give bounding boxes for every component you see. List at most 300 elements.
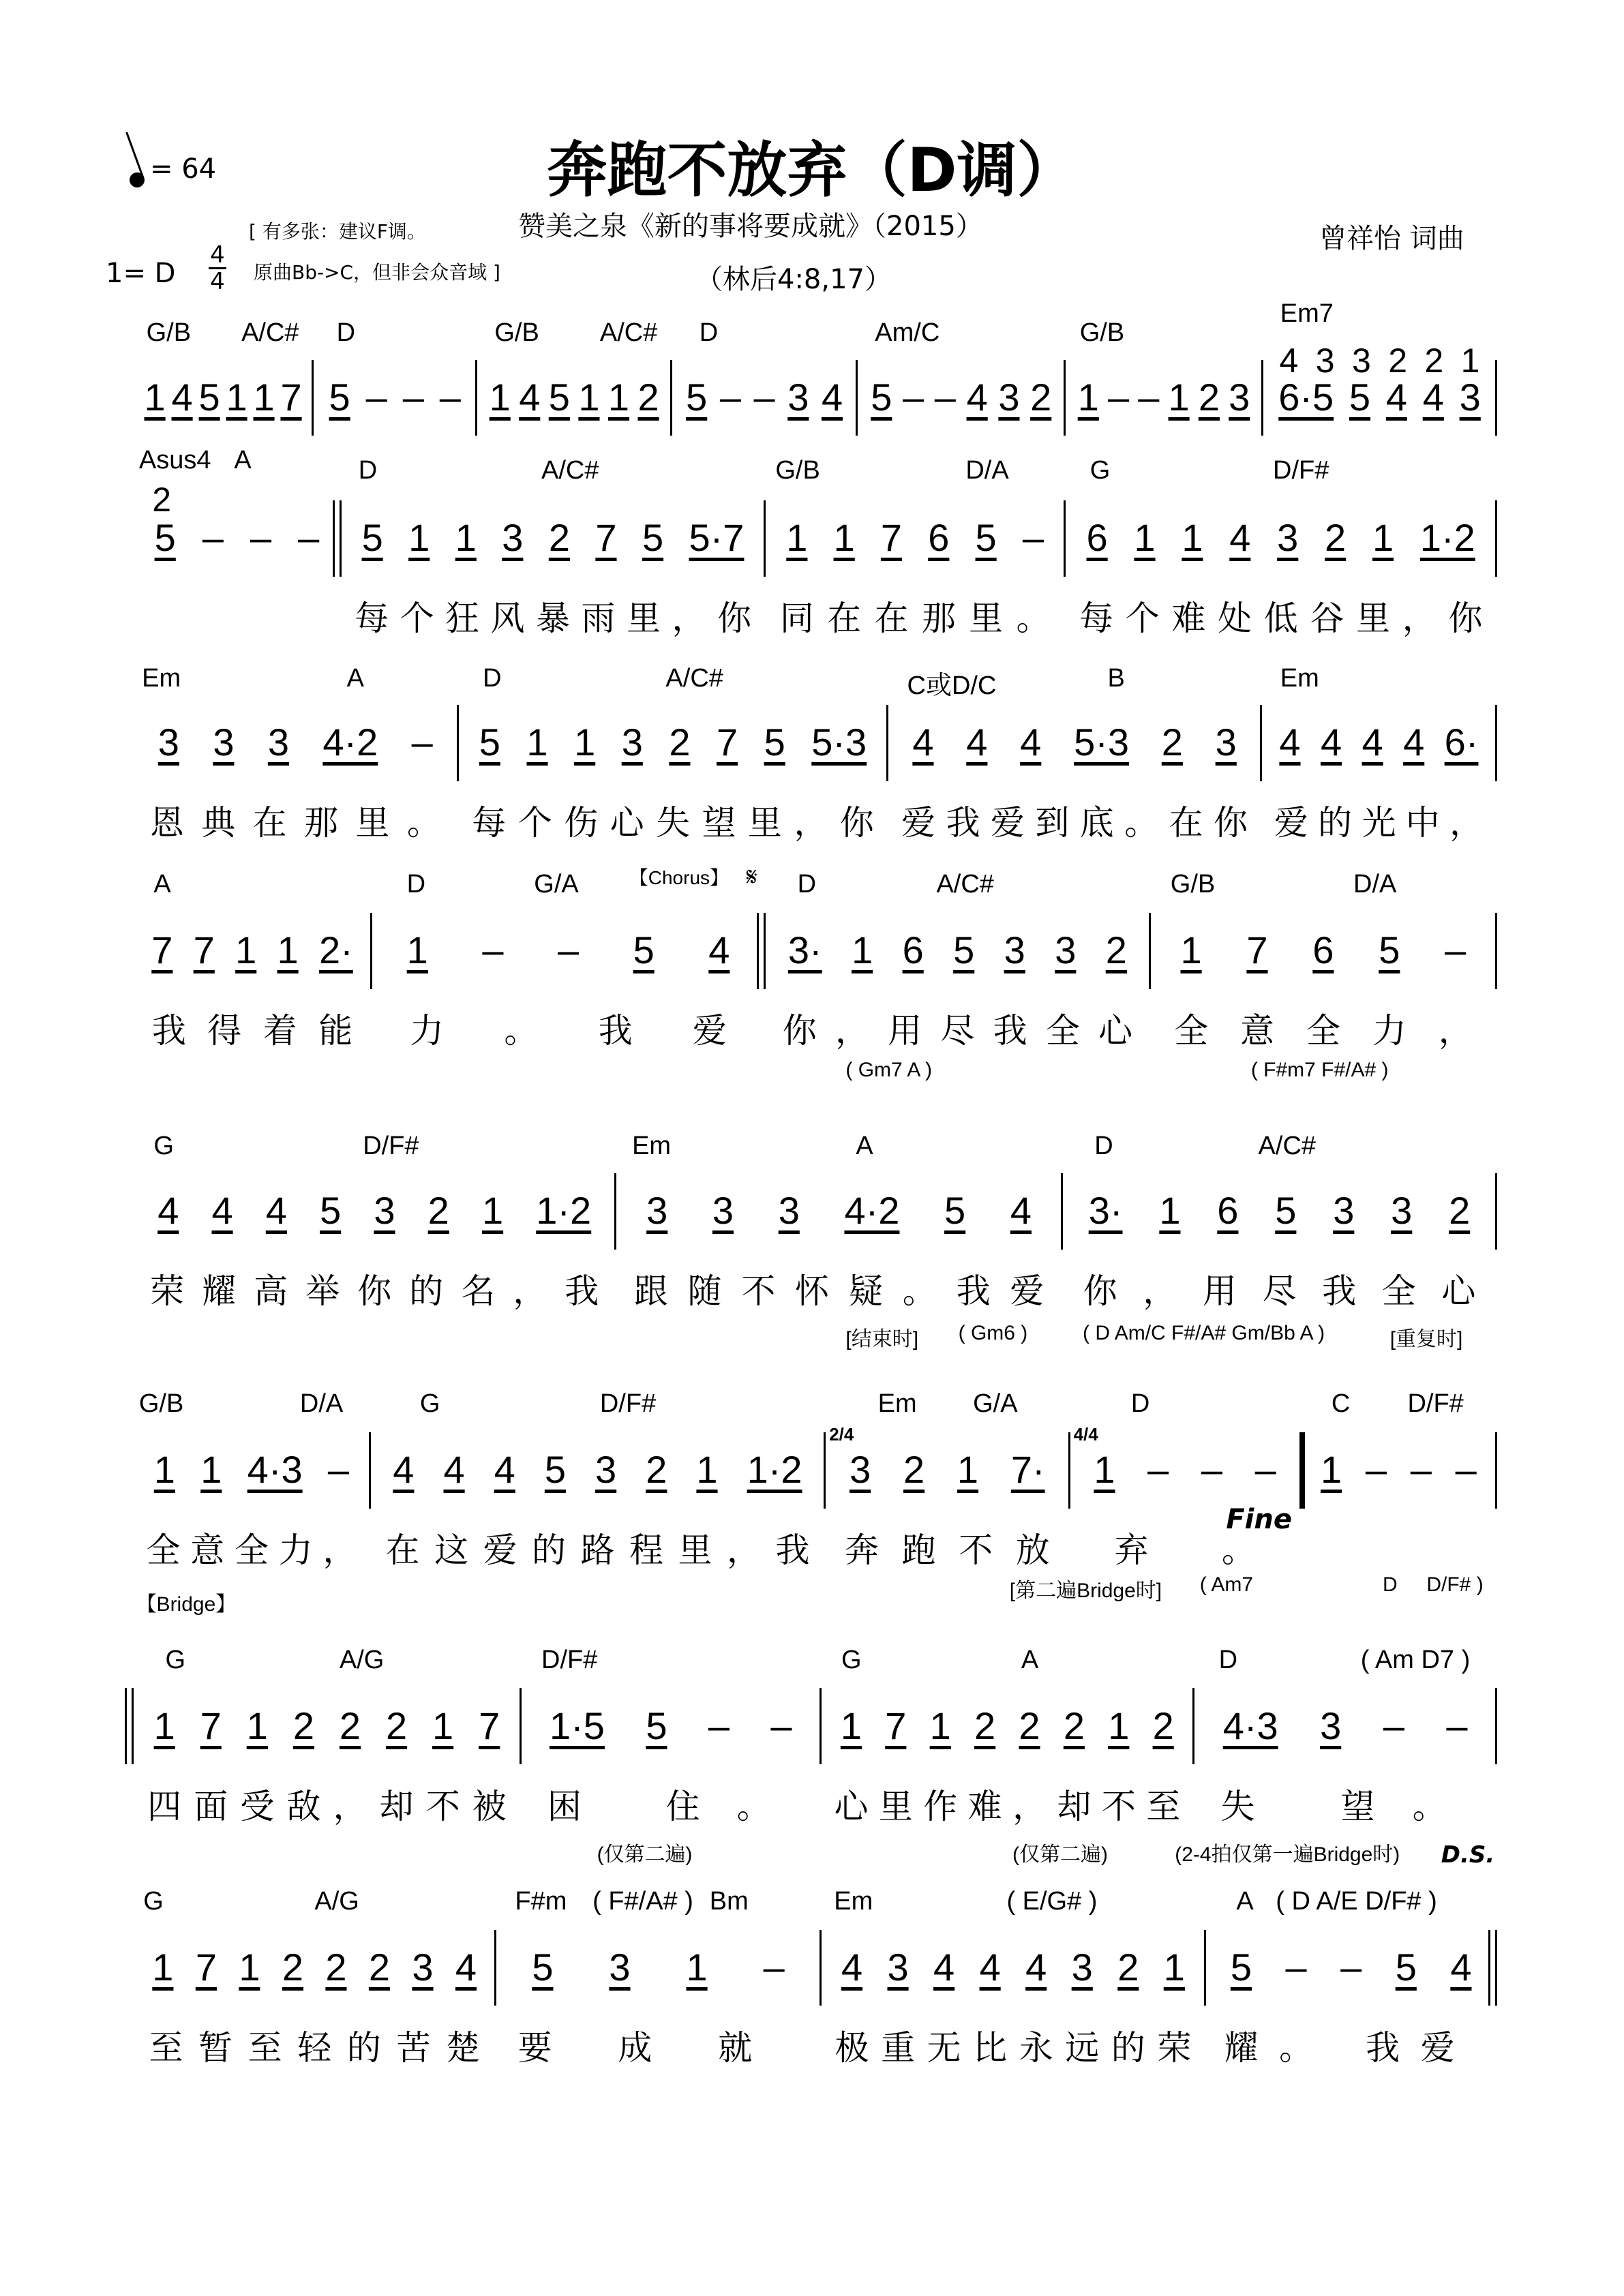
measure-notes — [141, 1188, 607, 1233]
chord-symbol: A/C# — [541, 456, 599, 485]
measure-notes — [624, 1188, 1054, 1233]
barline — [614, 1173, 616, 1250]
note: 1 — [852, 928, 873, 972]
barline — [1061, 1173, 1063, 1250]
note: 3 — [1229, 376, 1250, 419]
chord-symbol: G/B — [1170, 870, 1216, 899]
note: 5 — [479, 721, 500, 764]
note: – — [1410, 1448, 1432, 1492]
measure-notes — [1078, 1447, 1293, 1492]
lyric-line: 要 成 就 — [517, 2027, 780, 2068]
note: 5 — [686, 376, 708, 419]
measure-notes — [1073, 375, 1254, 419]
note: 7 — [885, 1704, 907, 1747]
note: 3 — [374, 1189, 395, 1233]
note: 4 — [1010, 1189, 1032, 1233]
note: 4 — [1279, 721, 1301, 764]
chord-symbol: D/F# — [599, 1389, 657, 1419]
barline — [475, 360, 477, 436]
chord-symbol: G/B — [775, 456, 820, 485]
note: 3 — [1320, 1704, 1342, 1747]
note: 3 — [1055, 928, 1077, 972]
chord-symbol: D/A — [965, 456, 1009, 485]
measure-time-signature: 2/4 — [829, 1424, 854, 1445]
lyric-line: 心里作难，却不至 — [834, 1786, 1191, 1826]
measure-time-signature: 4/4 — [1073, 1424, 1098, 1445]
note: 1 — [408, 516, 430, 560]
measure-notes — [141, 928, 363, 972]
note: 5 — [953, 928, 975, 972]
note: 6 — [928, 516, 950, 560]
note: 5 — [1379, 928, 1400, 972]
note: 6 — [1086, 516, 1108, 560]
chord-symbol: A — [1236, 1886, 1254, 1916]
note: 4 — [171, 376, 193, 419]
chord-symbol: G — [1089, 456, 1111, 485]
note: 5·7 — [689, 516, 745, 560]
barline — [1495, 1432, 1497, 1509]
performance-annotation: 【Bridge】 — [136, 1592, 237, 1616]
chord-symbol: G/A — [534, 870, 579, 899]
note: 3 — [502, 516, 524, 560]
barline — [856, 360, 858, 436]
note: 2 — [292, 1704, 314, 1747]
chord-symbol: C或D/C — [907, 671, 997, 700]
measure-notes — [378, 1447, 817, 1492]
chord-symbol: G — [419, 1389, 440, 1419]
note: 2 — [339, 1704, 361, 1747]
note: 4 — [966, 376, 988, 419]
measure-notes — [1271, 375, 1488, 419]
chord-symbol: ( F#/A# ) — [592, 1886, 693, 1916]
lyric-line: 在这爱的路程里，我 — [385, 1530, 824, 1571]
note: 2 — [1019, 1704, 1040, 1747]
note: 3 — [595, 1448, 617, 1492]
note: – — [708, 1704, 730, 1747]
note: – — [1446, 1704, 1468, 1747]
note: 7 — [595, 516, 617, 560]
note: 4 — [494, 1448, 515, 1492]
note: 3 — [1459, 376, 1481, 419]
note: 1 — [200, 1448, 222, 1492]
measure-notes — [896, 720, 1252, 764]
note: 3 — [609, 1945, 631, 1989]
lyric-line: 四面受敌，却不被 — [147, 1786, 519, 1826]
note: – — [298, 516, 320, 560]
note: – — [753, 376, 775, 419]
note: 5 — [764, 721, 785, 764]
chord-symbol: G — [165, 1645, 186, 1674]
note: 2 — [1105, 928, 1127, 972]
note: 3 — [1315, 342, 1335, 380]
credit: 曾祥怡 词曲 — [1319, 223, 1464, 254]
note: 3 — [412, 1945, 434, 1989]
lyric-line: 耀。 我爱 — [1224, 2027, 1476, 2068]
barline — [1299, 1432, 1305, 1509]
lyric-line: 每个伤心失望里，你 — [472, 803, 886, 843]
note: 4 — [443, 1448, 465, 1492]
barline — [1064, 360, 1066, 436]
double-barline — [1488, 1930, 1490, 2006]
chord-symbol: G/B — [1079, 318, 1125, 348]
note: 5 — [361, 516, 383, 560]
note: 7 — [200, 1704, 222, 1747]
note: 2 — [548, 516, 570, 560]
note: 3 — [1277, 516, 1299, 560]
note: 6 — [1312, 928, 1334, 972]
note: 2 — [1424, 342, 1444, 380]
chord-symbol: 𝄋 — [746, 862, 757, 892]
note: 1 — [1163, 1945, 1185, 1989]
barline — [1495, 1688, 1497, 1764]
tempo-marking — [130, 153, 216, 185]
barline — [819, 1688, 822, 1764]
note: 7 — [880, 516, 903, 560]
measure-notes — [380, 928, 757, 972]
measure-notes — [1214, 1945, 1488, 1989]
barline — [764, 913, 766, 989]
note: 3 — [778, 1189, 800, 1233]
performance-annotation: [第二遍Bridge时] — [1009, 1580, 1162, 1603]
performance-annotation: [重复时] — [1389, 1328, 1463, 1351]
note: – — [1340, 1945, 1362, 1989]
measure-notes — [141, 375, 305, 419]
lyric-line: 我得着能 — [151, 1011, 374, 1051]
note: 1·2 — [536, 1189, 592, 1233]
note: 2 — [325, 1945, 347, 1989]
note: 4 — [1362, 721, 1383, 764]
note: 4 — [966, 721, 988, 764]
note: 1 — [1180, 928, 1202, 972]
note: – — [1022, 516, 1044, 560]
note: 1 — [833, 516, 855, 560]
note: 2 — [427, 1189, 449, 1233]
note: 5 — [320, 1189, 342, 1233]
note: 4 — [979, 1945, 1001, 1989]
note: 1 — [1460, 342, 1480, 380]
note: 1 — [432, 1704, 454, 1747]
chord-symbol: A/C# — [1258, 1132, 1317, 1161]
measure-notes — [773, 515, 1057, 560]
note: 4 — [1422, 376, 1444, 419]
note: – — [327, 1448, 350, 1492]
note: 3 — [213, 721, 235, 764]
time-bottom: 4 — [210, 268, 225, 295]
chord-symbol: D — [336, 318, 356, 348]
note: 7 — [193, 928, 215, 972]
note: 3 — [1004, 928, 1025, 972]
measure-notes — [1269, 720, 1489, 764]
note: 2 — [974, 1704, 996, 1747]
lyric-line: 弃。 — [1114, 1530, 1329, 1571]
note: 2 — [152, 480, 172, 519]
note: 2 — [646, 1448, 667, 1492]
measure-notes — [504, 1945, 812, 1989]
note: 4 — [455, 1945, 477, 1989]
note: 5 — [154, 516, 176, 560]
note: 1 — [1321, 1448, 1342, 1492]
measure-notes — [865, 375, 1057, 419]
lyric-line: 全意全力， — [146, 1530, 367, 1571]
performance-annotation: ( D Am/C F#/A# Gm/Bb A ) — [1083, 1322, 1325, 1345]
performance-annotation: D — [1382, 1573, 1398, 1597]
chord-symbol: ( D A/E D/F# ) — [1276, 1886, 1437, 1916]
note: 5 — [329, 376, 350, 419]
chord-symbol: D/F# — [541, 1645, 598, 1674]
note: 2 — [1152, 1704, 1174, 1747]
note: 2 — [282, 1945, 303, 1989]
note: 2 — [1030, 376, 1052, 419]
barline — [1495, 1930, 1497, 2006]
note: – — [1254, 1448, 1276, 1492]
note: 4 — [519, 376, 541, 419]
chord-symbol: A — [153, 870, 171, 899]
section-label: 【Chorus】 — [629, 866, 730, 888]
note: 4 — [912, 721, 934, 764]
lyric-line: 至暂至轻的苦楚 — [149, 2027, 496, 2068]
barline — [1149, 913, 1151, 989]
note: 5 — [532, 1945, 554, 1989]
note: – — [903, 376, 924, 419]
note: 1 — [1108, 1704, 1130, 1747]
note: 1 — [696, 1448, 718, 1492]
chord-symbol: Em — [142, 663, 181, 693]
note: 5 — [1395, 1945, 1417, 1989]
chord-symbol: G/B — [138, 1389, 184, 1419]
barline — [1204, 1930, 1206, 2006]
note: 5·3 — [811, 721, 867, 764]
barline — [340, 500, 342, 577]
chord-symbol: Em — [834, 1886, 873, 1916]
chord-symbol: A — [856, 1132, 873, 1161]
note: – — [1285, 1945, 1307, 1989]
note: 5 — [1349, 376, 1371, 419]
note: 1·2 — [747, 1448, 802, 1492]
chord-symbol: D/F# — [1273, 456, 1329, 485]
barline — [1495, 360, 1497, 436]
chord-symbol: D/A — [299, 1389, 344, 1419]
note: 3 — [267, 721, 289, 764]
note: 4 — [1025, 1945, 1047, 1989]
measure-notes — [141, 1447, 362, 1492]
chord-symbol: ( Am D7 ) — [1360, 1645, 1471, 1674]
note: 1 — [1094, 1448, 1115, 1492]
note: 4 — [1450, 1945, 1472, 1989]
note: 7 — [1246, 928, 1268, 972]
upper-voice-notes — [141, 480, 182, 519]
barline — [1495, 500, 1497, 577]
note: 3 — [1391, 1189, 1413, 1233]
note: – — [1201, 1448, 1223, 1492]
note: 2 — [637, 376, 659, 419]
barline — [1192, 1688, 1194, 1764]
song-title: 奔跑不放弃（D调） — [547, 135, 1077, 205]
note: 5 — [544, 1448, 567, 1492]
measure-notes — [141, 515, 333, 560]
note: – — [1365, 1448, 1387, 1492]
note: 4 — [393, 1448, 415, 1492]
chord-symbol: G — [841, 1645, 862, 1674]
note: 4·3 — [247, 1448, 303, 1492]
measure-notes — [141, 720, 449, 764]
note: 1 — [574, 721, 596, 764]
lyric-line: 极重无比永远的荣 — [834, 2027, 1203, 2068]
note: 3 — [1351, 342, 1371, 380]
chord-symbol: D — [406, 870, 426, 899]
note: 3 — [646, 1189, 668, 1233]
time-top: 4 — [210, 241, 225, 269]
chord-symbol: D — [797, 870, 817, 899]
note: 4 — [1320, 721, 1342, 764]
chord-symbol: Asus4 — [138, 445, 211, 474]
note: 7 — [195, 1945, 217, 1989]
measure-notes — [829, 1704, 1186, 1748]
chord-symbol: D/A — [1353, 870, 1397, 899]
barline — [494, 1930, 496, 2006]
note: 1 — [786, 516, 808, 560]
performance-annotation: D/F# ) — [1426, 1573, 1484, 1597]
note: – — [482, 928, 504, 972]
barline — [1495, 913, 1497, 989]
measure-notes — [349, 515, 757, 560]
note: 2 — [669, 721, 691, 764]
lyric-line: 失 望。 — [1220, 1786, 1484, 1826]
chord-symbol: A/C# — [241, 318, 299, 348]
note: 3 — [1333, 1189, 1355, 1233]
chord-symbol: D — [1218, 1645, 1238, 1674]
chord-symbol: A/C# — [665, 663, 723, 693]
note: – — [202, 516, 224, 560]
note: 4·2 — [322, 721, 378, 764]
chord-symbol: C — [1331, 1389, 1351, 1419]
chord-symbol: G/B — [494, 318, 539, 348]
note: 3· — [1088, 1189, 1123, 1233]
lyric-line: 困 住。 — [547, 1786, 808, 1826]
double-barline — [125, 1688, 127, 1764]
note: 5 — [642, 516, 664, 560]
note: 2 — [1198, 376, 1220, 419]
note: – — [1107, 376, 1130, 419]
chord-symbol: D/F# — [1407, 1389, 1464, 1419]
note: 2 — [1325, 516, 1347, 560]
performance-annotation: (2-4拍仅第一遍Bridge时) — [1175, 1843, 1400, 1866]
measure-notes — [141, 1704, 513, 1748]
note: 1 — [1077, 376, 1099, 419]
chord-symbol: G/B — [146, 318, 192, 348]
note: 1 — [235, 928, 257, 972]
lyric-line: 奔跑不放 — [844, 1530, 1073, 1571]
note: 2· — [318, 928, 353, 972]
note: 3 — [1215, 721, 1237, 764]
note: 1 — [481, 1189, 504, 1233]
key-note-1: [ 有多张：建议F调。 — [249, 220, 426, 243]
chord-symbol: D/F# — [363, 1132, 419, 1161]
note: 5 — [633, 928, 655, 972]
measure-notes — [1309, 1447, 1489, 1492]
note: 7 — [716, 721, 738, 764]
note: 7· — [1010, 1448, 1045, 1492]
chord-symbol: Em7 — [1280, 299, 1334, 329]
tempo-value: = 64 — [150, 153, 217, 185]
performance-annotation: ( Gm6 ) — [958, 1322, 1028, 1345]
chord-symbol: F#m — [515, 1886, 567, 1916]
note: 1 — [686, 1945, 708, 1989]
performance-annotation: ( Am7 — [1199, 1573, 1254, 1597]
barline — [520, 1688, 522, 1764]
note: 3 — [157, 721, 179, 764]
scripture-ref: （林后4:8,17） — [695, 264, 892, 295]
note: 5 — [198, 376, 220, 419]
note: – — [439, 376, 461, 419]
note: 5 — [1275, 1189, 1297, 1233]
note: 1 — [253, 376, 275, 419]
note: – — [557, 928, 580, 972]
barline — [819, 1930, 822, 2006]
barline — [1064, 500, 1066, 577]
barline — [824, 1432, 826, 1509]
barline — [457, 705, 459, 781]
lyric-line: 你，用尽我全心 — [1083, 1271, 1502, 1312]
note: 1 — [226, 376, 247, 419]
barline — [1260, 705, 1262, 781]
note: 4 — [1403, 721, 1425, 764]
lyric-line: 跟随不怀疑。我爱 — [633, 1271, 1064, 1312]
note: 4 — [1229, 516, 1251, 560]
chord-symbol: D — [483, 663, 502, 693]
barline — [369, 1432, 371, 1509]
note: 6 — [1217, 1189, 1239, 1233]
note: 1 — [489, 376, 511, 419]
note: 5 — [871, 376, 892, 419]
measure-notes — [529, 1704, 813, 1748]
note: – — [770, 1704, 792, 1747]
ds-marking: D.S. — [1441, 1841, 1495, 1869]
note: 1 — [1159, 1189, 1181, 1233]
note: – — [1147, 1448, 1169, 1492]
chord-symbol: Em — [632, 1132, 672, 1161]
lyric-line: 荣耀高举你的名，我 — [150, 1271, 617, 1312]
note: 3 — [998, 376, 1020, 419]
measure-notes — [321, 375, 468, 419]
lyric-line: 爱的光中， — [1274, 803, 1494, 843]
note: 1 — [607, 376, 630, 419]
note: – — [365, 376, 387, 419]
note: 2 — [1063, 1704, 1085, 1747]
lyric-line: 爱我爱到底。在你 — [901, 803, 1259, 843]
note: 2 — [1117, 1945, 1139, 1989]
barline — [312, 360, 314, 436]
key-signature: 1= D — [106, 258, 176, 289]
barline — [1068, 1432, 1070, 1509]
chord-symbol: ( E/G# ) — [1006, 1886, 1098, 1916]
measure-notes — [773, 928, 1141, 972]
chord-symbol: B — [1107, 663, 1125, 693]
note: 1 — [1134, 516, 1156, 560]
note: 2 — [1388, 342, 1408, 380]
chord-symbol: D — [1094, 1132, 1113, 1161]
fine-marking: Fine — [1226, 1503, 1292, 1535]
measure-notes — [1202, 1704, 1488, 1748]
key-note-2: 原曲Bb->C，但非会众音域 ] — [254, 261, 500, 284]
double-barline — [757, 913, 759, 989]
measure-notes — [829, 1945, 1197, 1989]
note: – — [763, 1945, 785, 1989]
measure-notes — [485, 375, 663, 419]
note: – — [411, 721, 433, 764]
note: 2 — [1449, 1189, 1471, 1233]
note: – — [250, 516, 272, 560]
note: 5·3 — [1074, 721, 1129, 764]
